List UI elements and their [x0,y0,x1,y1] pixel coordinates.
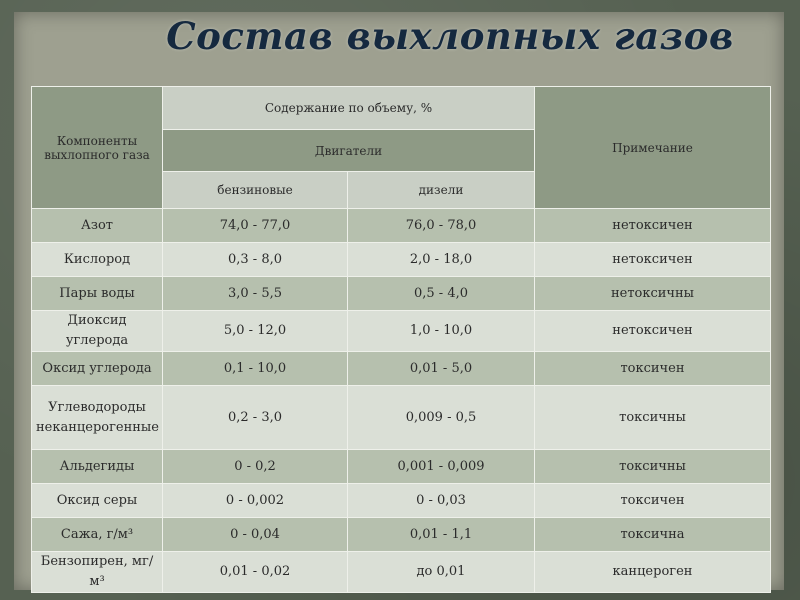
component-name: Альдегиды [32,450,163,484]
gasoline-value: 3,0 - 5,5 [163,277,348,311]
table-row [32,277,771,311]
gasoline-value: 74,0 - 77,0 [163,209,348,243]
component-name: Оксид серы [32,484,163,518]
gasoline-value: 5,0 - 12,0 [163,311,348,352]
exhaust-composition-table [31,86,771,593]
gasoline-value: 0,1 - 10,0 [163,352,348,386]
diesel-value: до 0,01 [348,552,535,593]
component-name: Пары воды [32,277,163,311]
note-value: нетоксичны [535,277,771,311]
gasoline-value: 0,2 - 3,0 [163,386,348,450]
table-row [32,209,771,243]
component-name: Азот [32,209,163,243]
component-name: Кислород [32,243,163,277]
component-name: Углеводороды неканцерогенные [32,386,163,450]
table-row [32,352,771,386]
note-value: токсичен [535,484,771,518]
note-value: нетоксичен [535,311,771,352]
slide-title: Состав выхлопных газов [166,14,734,58]
diesel-value: 0,01 - 1,1 [348,518,535,552]
header-components: Компоненты выхлопного газа [32,87,163,209]
diesel-value: 0,5 - 4,0 [348,277,535,311]
diesel-value: 0 - 0,03 [348,484,535,518]
header-gasoline: бензиновые [163,172,348,209]
header-diesel: дизели [348,172,535,209]
header-note: Примечание [535,87,771,209]
table-row [32,518,771,552]
gasoline-value: 0 - 0,002 [163,484,348,518]
component-name: Бензопирен, мг/м³ [32,552,163,593]
table-row [32,386,771,450]
gasoline-value: 0,01 - 0,02 [163,552,348,593]
note-value: токсична [535,518,771,552]
component-name: Сажа, г/м³ [32,518,163,552]
note-value: токсичен [535,352,771,386]
note-value: токсичны [535,386,771,450]
component-name: Оксид углерода [32,352,163,386]
note-value: нетоксичен [535,209,771,243]
gasoline-value: 0 - 0,04 [163,518,348,552]
table-row [32,311,771,352]
diesel-value: 76,0 - 78,0 [348,209,535,243]
table-row [32,552,771,593]
diesel-value: 0,01 - 5,0 [348,352,535,386]
note-value: канцероген [535,552,771,593]
diesel-value: 0,009 - 0,5 [348,386,535,450]
diesel-value: 0,001 - 0,009 [348,450,535,484]
table-row [32,484,771,518]
note-value: нетоксичен [535,243,771,277]
gasoline-value: 0,3 - 8,0 [163,243,348,277]
table-row [32,243,771,277]
note-value: токсичны [535,450,771,484]
gasoline-value: 0 - 0,2 [163,450,348,484]
header-engines: Двигатели [163,130,535,172]
diesel-value: 2,0 - 18,0 [348,243,535,277]
table-row [32,450,771,484]
diesel-value: 1,0 - 10,0 [348,311,535,352]
component-name: Диоксид углерода [32,311,163,352]
header-content: Содержание по объему, % [163,87,535,130]
